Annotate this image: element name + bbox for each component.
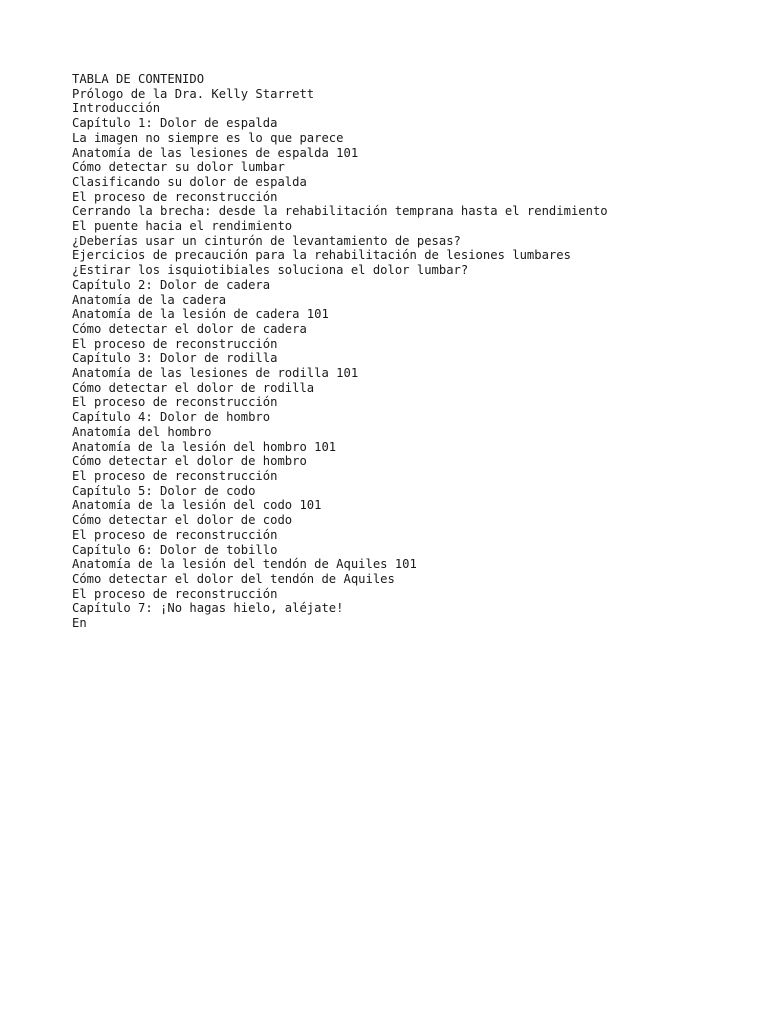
toc-line: Anatomía de la lesión del hombro 101 bbox=[72, 439, 337, 454]
toc-list bbox=[72, 87, 712, 631]
toc-line: El proceso de reconstrucción bbox=[72, 395, 278, 410]
toc-line: Cómo detectar el dolor de hombro bbox=[72, 454, 307, 469]
toc-line: El proceso de reconstrucción bbox=[72, 336, 278, 351]
toc-heading: TABLA DE CONTENIDO bbox=[72, 72, 205, 86]
toc-line: El proceso de reconstrucción bbox=[72, 586, 278, 601]
toc-line: ¿Estirar los isquiotibiales soluciona el dolor lumbar? bbox=[72, 263, 469, 278]
toc-line: Capítulo 2: Dolor de cadera bbox=[72, 277, 271, 292]
toc-line: Cómo detectar el dolor del tendón de Aquiles bbox=[72, 571, 395, 586]
toc-line: Anatomía de la lesión de cadera 101 bbox=[72, 307, 329, 322]
toc-line: Anatomía de las lesiones de rodilla 101 bbox=[72, 366, 359, 381]
toc-line: Anatomía de la lesión del tendón de Aquiles 101 bbox=[72, 557, 417, 572]
toc-line: Capítulo 4: Dolor de hombro bbox=[72, 410, 271, 425]
toc-line: Capítulo 6: Dolor de tobillo bbox=[72, 542, 278, 557]
toc-line: El proceso de reconstrucción bbox=[72, 468, 278, 483]
document-page bbox=[72, 72, 712, 631]
toc-line: Clasificando su dolor de espalda bbox=[72, 174, 307, 189]
toc-line: Cómo detectar su dolor lumbar bbox=[72, 160, 285, 175]
toc-line: ¿Deberías usar un cinturón de levantamiento de pesas? bbox=[72, 233, 461, 248]
toc-line: Prólogo de la Dra. Kelly Starrett bbox=[72, 86, 315, 101]
toc-line: Cómo detectar el dolor de codo bbox=[72, 513, 293, 528]
toc-line: Anatomía de la lesión del codo 101 bbox=[72, 498, 322, 513]
toc-line: Anatomía de la cadera bbox=[72, 292, 227, 307]
toc-line: Capítulo 1: Dolor de espalda bbox=[72, 116, 278, 131]
toc-line: Capítulo 5: Dolor de codo bbox=[72, 483, 256, 498]
toc-line: El proceso de reconstrucción bbox=[72, 527, 278, 542]
toc-line: La imagen no siempre es lo que parece bbox=[72, 130, 344, 145]
toc-line: El puente hacia el rendimiento bbox=[72, 219, 293, 234]
toc-line: Capítulo 7: ¡No hagas hielo, aléjate! bbox=[72, 601, 344, 616]
toc-line: Capítulo 3: Dolor de rodilla bbox=[72, 351, 278, 366]
toc-line: Cerrando la brecha: desde la rehabilitación temprana hasta el rendimiento bbox=[72, 204, 608, 219]
toc-line: El proceso de reconstrucción bbox=[72, 189, 278, 204]
toc-line: Cómo detectar el dolor de rodilla bbox=[72, 380, 315, 395]
toc-line: Cómo detectar el dolor de cadera bbox=[72, 321, 307, 336]
toc-line: Anatomía de las lesiones de espalda 101 bbox=[72, 145, 359, 160]
toc-line: Anatomía del hombro bbox=[72, 424, 212, 439]
toc-line: Ejercicios de precaución para la rehabilitación de lesiones lumbares bbox=[72, 248, 571, 263]
toc-line: En bbox=[72, 616, 87, 631]
toc-line: Introducción bbox=[72, 101, 161, 116]
